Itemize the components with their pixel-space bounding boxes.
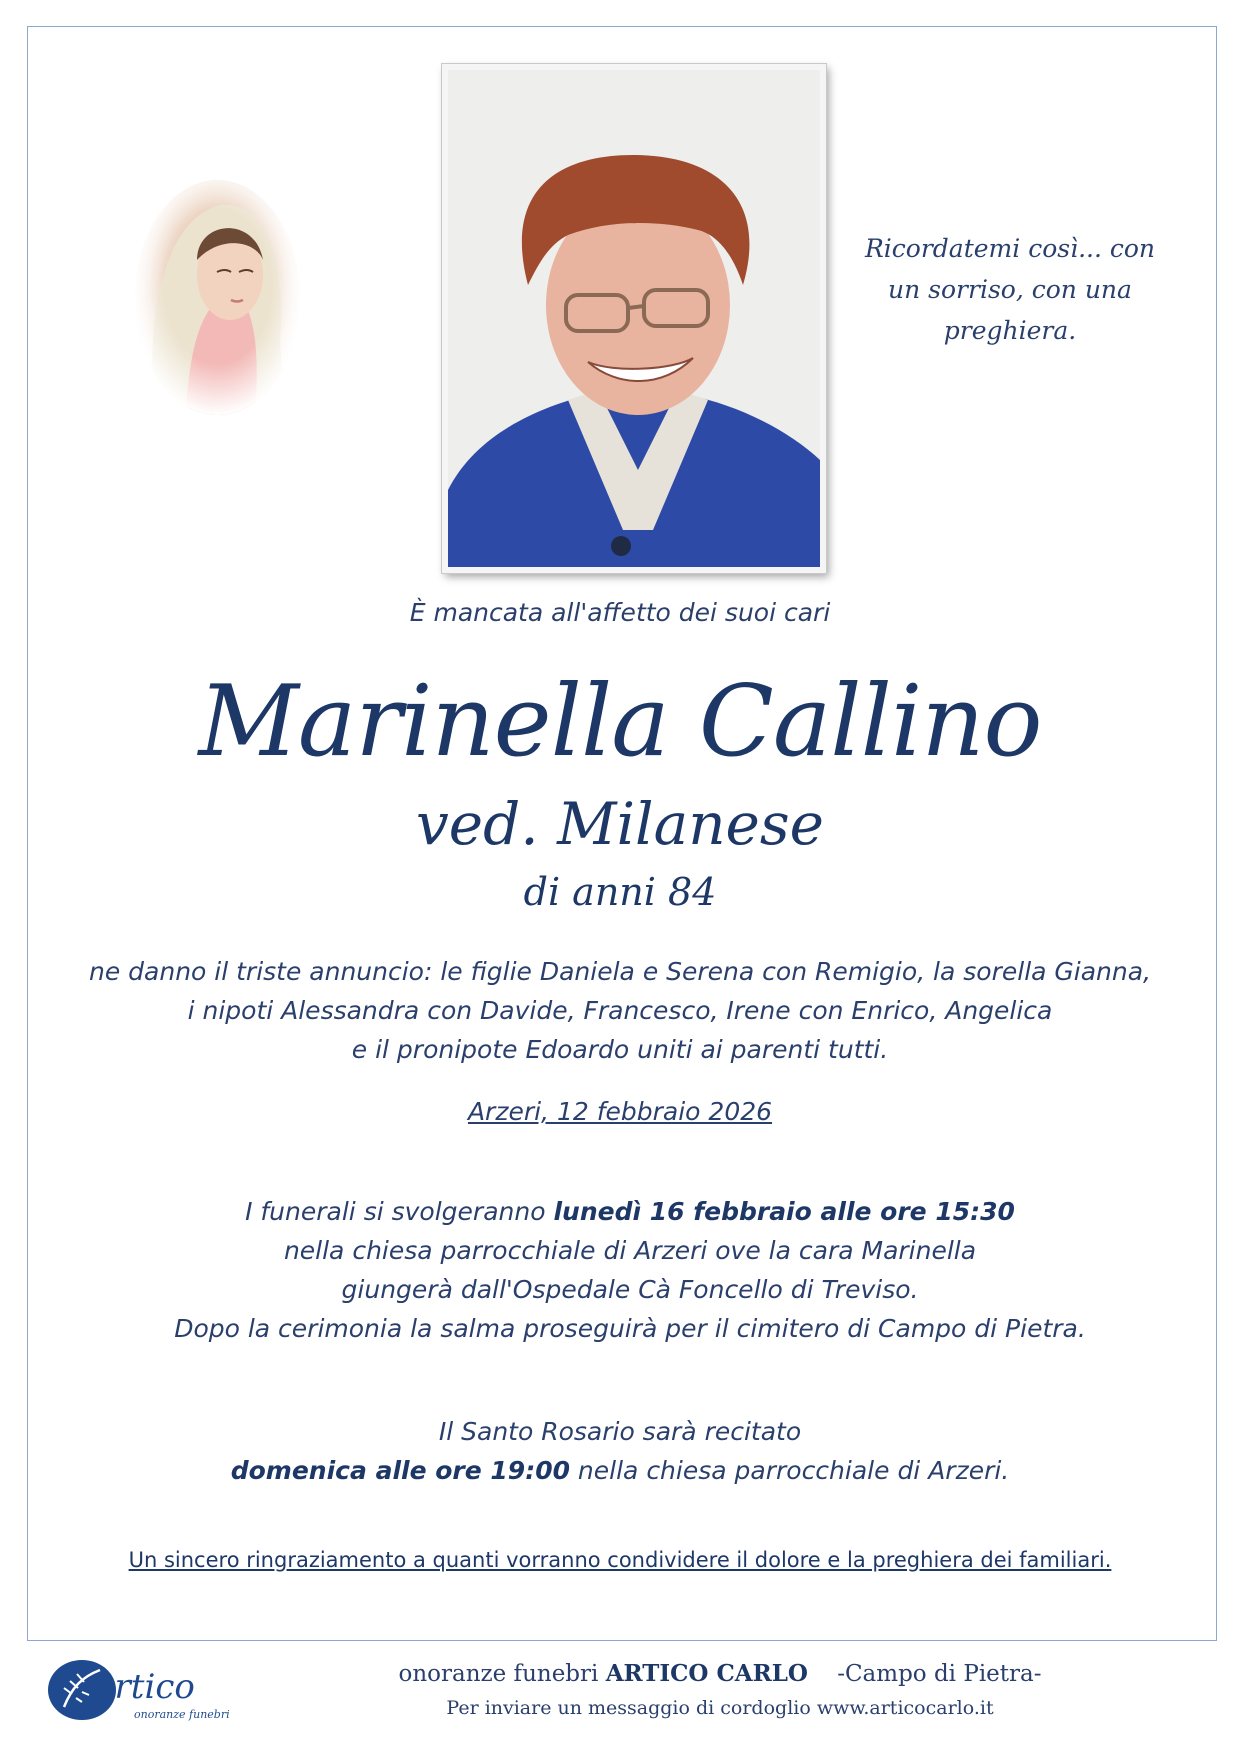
logo-text: Artico [90,1667,195,1707]
funeral-info [130,1192,1130,1348]
artico-logo [42,1652,242,1732]
portrait-photo [442,64,826,573]
footer-company-line [240,1660,1200,1687]
rosary-line-1: Il Santo Rosario sarà recitato [438,1417,802,1446]
funeral-intro: I funerali si svolgeranno [245,1197,554,1226]
footer-location: -Campo di Pietra- [837,1661,1042,1687]
funeral-line-2: nella chiesa parrocchiale di Arzeri ove la cara Marinella [283,1236,977,1265]
funeral-line-1 [130,1192,1130,1231]
announcement [0,952,1240,1069]
quote-line-3: preghiera. [943,316,1077,345]
deceased-name: Marinella Callino [198,665,1042,779]
logo-subtext: onoranze funebri [134,1708,230,1721]
funeral-line-3: giungerà dall'Ospedale Cà Foncello di Treviso. [341,1275,919,1304]
age: di anni 84 [523,870,717,914]
footer-contact-line: Per inviare un messaggio di cordoglio www.articocarlo.it [446,1697,994,1719]
funeral-datetime: lunedì 16 febbraio alle ore 15:30 [553,1197,1015,1226]
announcement-line-2: i nipoti Alessandra con Davide, Francesco, Irene con Enrico, Angelica [187,996,1053,1025]
madonna-image [135,180,300,415]
announcement-line-3: e il pronipote Edoardo uniti ai parenti tutti. [351,1035,889,1064]
place-date: Arzeri, 12 febbraio 2026 [467,1097,773,1126]
thanks-text: Un sincero ringraziamento a quanti vorranno condividere il dolore e la preghiera dei familiari. [128,1548,1112,1572]
quote-line-1: Ricordatemi così... con [864,234,1156,263]
rosary-line-2 [0,1451,1240,1490]
memorial-quote [860,228,1160,351]
intro-text: È mancata all'affetto dei suoi cari [409,598,831,627]
footer-company: ARTICO CARLO [605,1660,808,1687]
rosary-info [0,1412,1240,1490]
announcement-line-1: ne danno il triste annuncio: le figlie Daniela e Serena con Remigio, la sorella Gianna, [88,957,1151,986]
widow-of: ved. Milanese [416,790,824,858]
rosary-datetime: domenica alle ore 19:00 [230,1456,570,1485]
quote-line-2: un sorriso, con una [888,275,1132,304]
rosary-location: nella chiesa parrocchiale di Arzeri. [569,1456,1010,1485]
funeral-line-4: Dopo la cerimonia la salma proseguirà per il cimitero di Campo di Pietra. [174,1314,1086,1343]
footer-prefix: onoranze funebri [398,1661,606,1687]
